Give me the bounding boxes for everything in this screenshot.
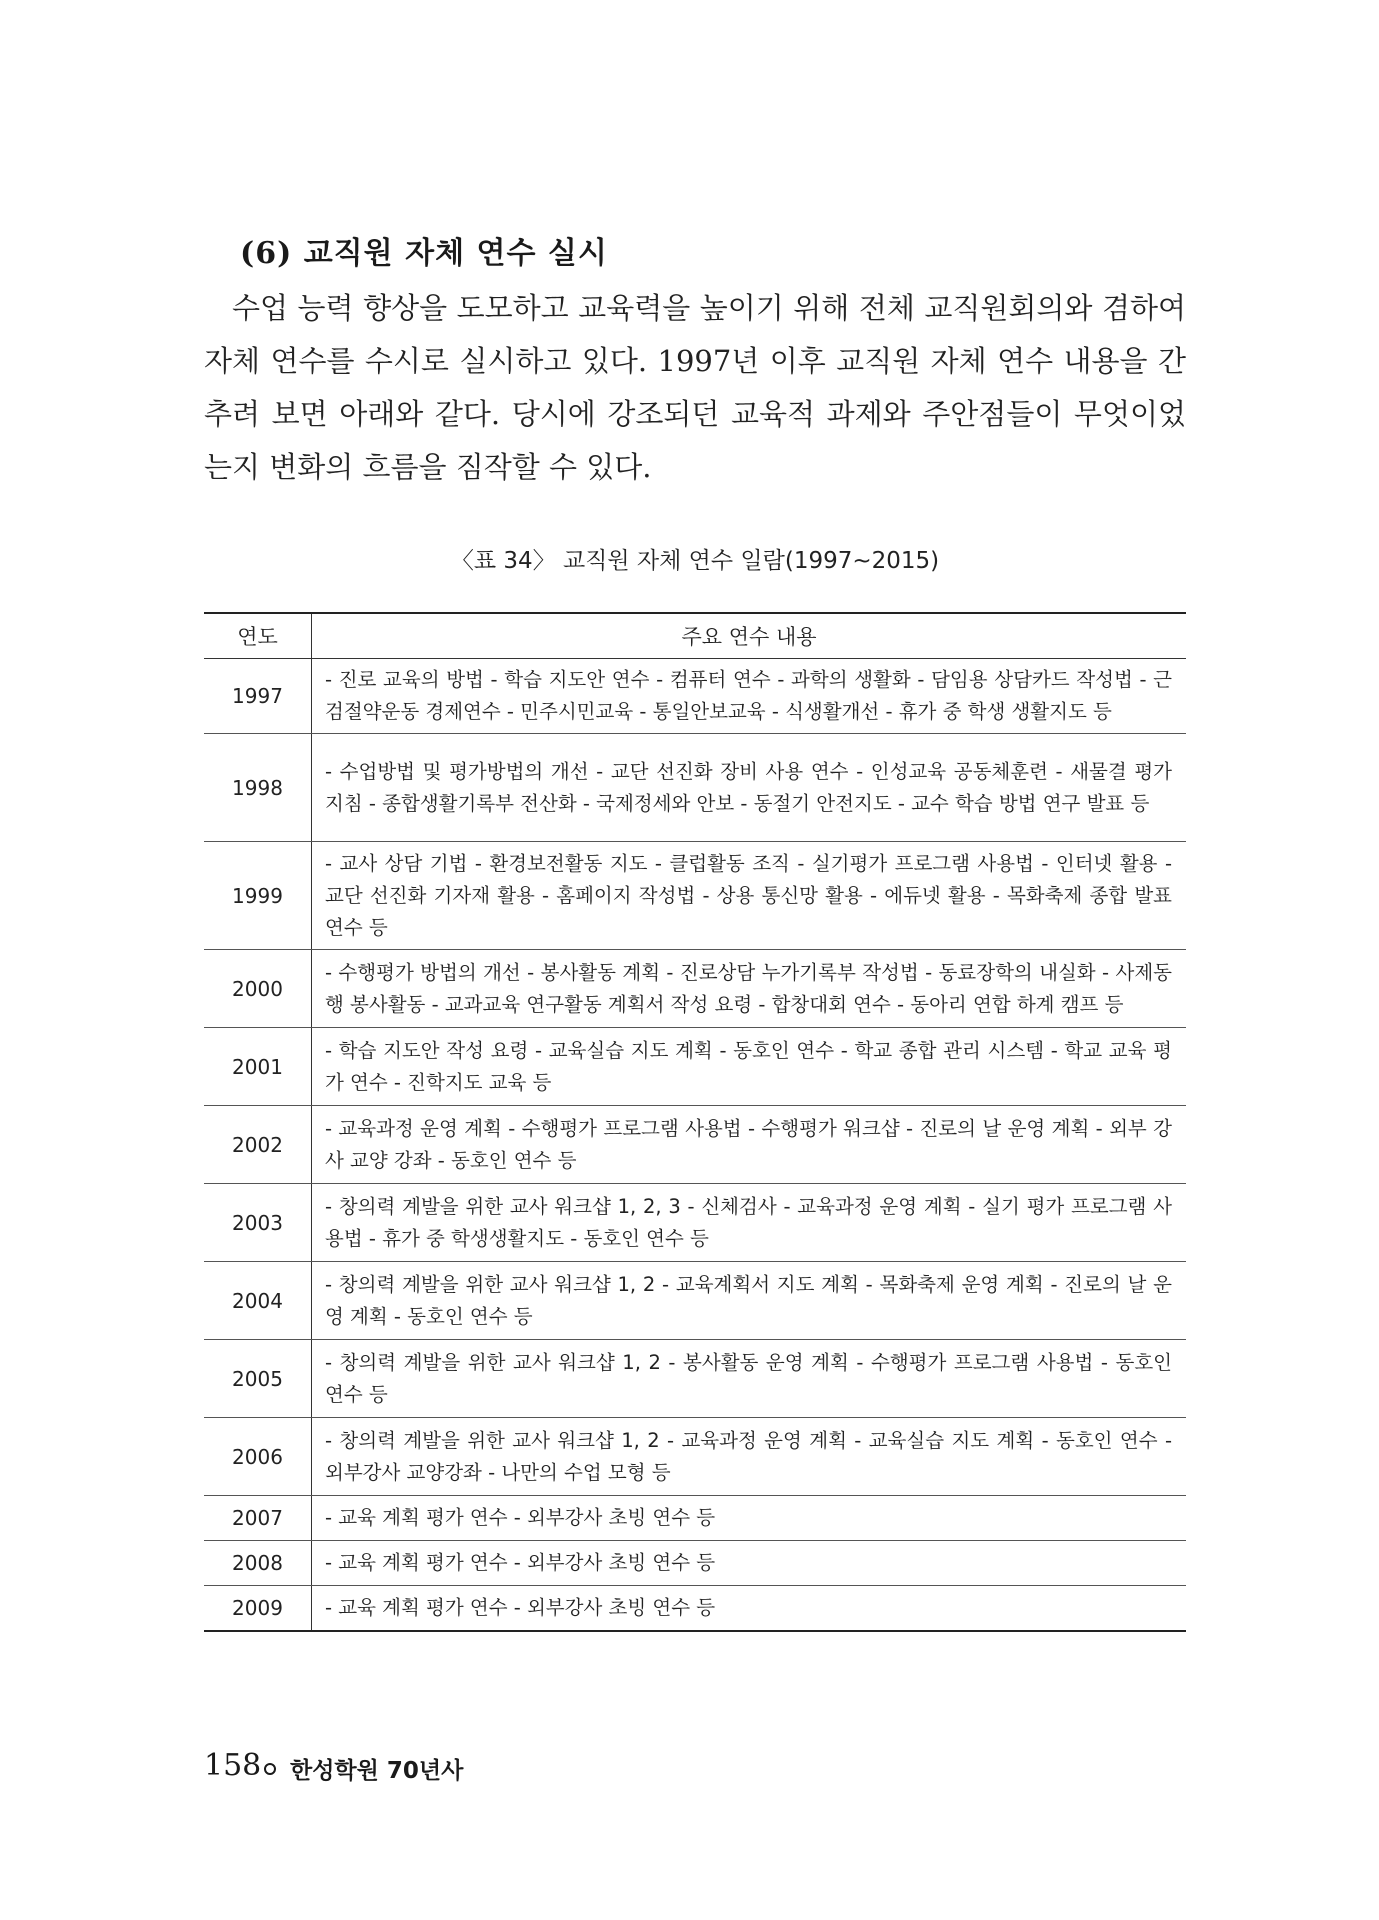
row-year: 1997: [204, 659, 312, 734]
row-year: 2005: [204, 1340, 312, 1418]
row-year: 2000: [204, 950, 312, 1028]
row-content: - 수행평가 방법의 개선 - 봉사활동 계획 - 진로상담 누가기록부 작성법 - 동료장학의 내실화 - 사제동행 봉사활동 - 교과교육 연구활동 계획서 작성 요령 - 합창대회 연수 - 동아리 연합 하계 캠프 등: [312, 950, 1187, 1028]
row-year: 2003: [204, 1184, 312, 1262]
table-row: [204, 1586, 1186, 1631]
table-caption: 〈표 34〉 교직원 자체 연수 일람(1997~2015): [450, 548, 940, 574]
section-heading: (6) 교직원 자체 연수 실시: [240, 236, 608, 271]
training-table: [204, 612, 1186, 1632]
book-title: 한성학원 70년사: [290, 1758, 464, 1784]
row-content: - 수업방법 및 평가방법의 개선 - 교단 선진화 장비 사용 연수 - 인성교육 공동체훈련 - 새물결 평가 지침 - 종합생활기록부 전산화 - 국제정세와 안보 - 동절기 안전지도 - 교수 학습 방법 연구 발표 등: [312, 734, 1187, 842]
row-year: 2007: [204, 1496, 312, 1541]
table-row: [204, 1418, 1186, 1496]
table-row: [204, 1340, 1186, 1418]
table-row: [204, 1262, 1186, 1340]
table-row: [204, 1541, 1186, 1586]
row-year: 2001: [204, 1028, 312, 1106]
table-row: [204, 950, 1186, 1028]
table-row: [204, 1184, 1186, 1262]
row-year: 2009: [204, 1586, 312, 1631]
header-year: 연도: [204, 613, 312, 659]
row-content: - 창의력 계발을 위한 교사 워크샵 1, 2 - 봉사활동 운영 계획 - 수행평가 프로그램 사용법 - 동호인 연수 등: [312, 1340, 1187, 1418]
row-content: - 진로 교육의 방법 - 학습 지도안 연수 - 컴퓨터 연수 - 과학의 생활화 - 담임용 상담카드 작성법 - 근검절약운동 경제연수 - 민주시민교육 - 통일안보교육 - 식생활개선 - 휴가 중 학생 생활지도 등: [312, 659, 1187, 734]
row-content: - 창의력 계발을 위한 교사 워크샵 1, 2 - 교육계획서 지도 계획 - 목화축제 운영 계획 - 진로의 날 운영 계획 - 동호인 연수 등: [312, 1262, 1187, 1340]
intro-paragraph: 수업 능력 향상을 도모하고 교육력을 높이기 위해 전체 교직원회의와 겸하여 자체 연수를 수시로 실시하고 있다. 1997년 이후 교직원 자체 연수 내용을 간추려 보면 아래와 같다. 당시에 강조되던 교육적 과제와 주안점들이 무엇이었는지 변화의 흐름을 짐작할 수 있다.: [204, 291, 1186, 484]
row-year: 1999: [204, 842, 312, 950]
row-year: 2002: [204, 1106, 312, 1184]
table-row: [204, 659, 1186, 734]
row-content: - 교육 계획 평가 연수 - 외부강사 초빙 연수 등: [312, 1541, 1187, 1586]
table-row: [204, 842, 1186, 950]
row-content: - 학습 지도안 작성 요령 - 교육실습 지도 계획 - 동호인 연수 - 학교 종합 관리 시스템 - 학교 교육 평가 연수 - 진학지도 교육 등: [312, 1028, 1187, 1106]
row-content: - 교육 계획 평가 연수 - 외부강사 초빙 연수 등: [325, 1595, 716, 1619]
table-row: [204, 1028, 1186, 1106]
row-content: - 교사 상담 기법 - 환경보전활동 지도 - 클럽활동 조직 - 실기평가 프로그램 사용법 - 인터넷 활용 - 교단 선진화 기자재 활용 - 홈페이지 작성법 - 상용 통신망 활용 - 에듀넷 활용 - 목화축제 종합 발표 연수 등: [312, 842, 1187, 950]
row-content: - 교육 계획 평가 연수 - 외부강사 초빙 연수 등: [312, 1496, 1187, 1541]
row-year: 2004: [204, 1262, 312, 1340]
row-year: 1998: [204, 734, 312, 842]
table-header-row: [204, 613, 1186, 659]
table-row: [204, 1496, 1186, 1541]
header-content: 주요 연수 내용: [312, 613, 1187, 659]
bullet-dot-icon: [264, 1763, 276, 1775]
row-content: - 창의력 계발을 위한 교사 워크샵 1, 2 - 교육과정 운영 계획 - 교육실습 지도 계획 - 동호인 연수 - 외부강사 교양강좌 - 나만의 수업 모형 등: [312, 1418, 1187, 1496]
table-row: [204, 734, 1186, 842]
page-number: 158: [204, 1748, 262, 1783]
row-content: - 창의력 계발을 위한 교사 워크샵 1, 2, 3 - 신체검사 - 교육과정 운영 계획 - 실기 평가 프로그램 사용법 - 휴가 중 학생생활지도 - 동호인 연수 등: [312, 1184, 1187, 1262]
row-year: 2008: [204, 1541, 312, 1586]
row-content: - 교육과정 운영 계획 - 수행평가 프로그램 사용법 - 수행평가 워크샵 - 진로의 날 운영 계획 - 외부 강사 교양 강좌 - 동호인 연수 등: [312, 1106, 1187, 1184]
table-row: [204, 1106, 1186, 1184]
row-year: 2006: [204, 1418, 312, 1496]
